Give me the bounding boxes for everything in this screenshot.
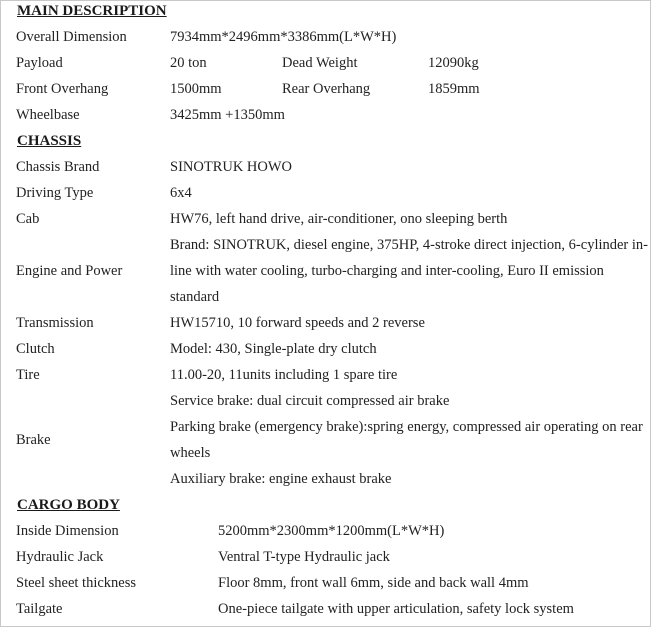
value-wheelbase: 3425mm +1350mm <box>170 107 285 123</box>
value-driving-type: 6x4 <box>170 185 192 201</box>
label-overall-dimension: Overall Dimension <box>16 29 127 45</box>
value-brake-parking-line-1: Parking brake (emergency brake):spring energy, compressed air operating on rear <box>170 419 643 435</box>
label-wheelbase: Wheelbase <box>16 107 80 123</box>
section-title-chassis: CHASSIS <box>17 133 82 149</box>
value-hydraulic-jack: Ventral T-type Hydraulic jack <box>218 549 390 565</box>
label-brake: Brake <box>16 432 51 448</box>
label-engine: Engine and Power <box>16 263 123 279</box>
value-tailgate: One-piece tailgate with upper articulation, safety lock system <box>218 601 574 617</box>
section-title-main: MAIN DESCRIPTION <box>17 3 167 19</box>
value-engine-line-2: line with water cooling, turbo-charging and inter-cooling, Euro II emission <box>170 263 604 279</box>
value-dead-weight: 12090kg <box>428 55 479 71</box>
value-rear-overhang: 1859mm <box>428 81 480 97</box>
value-cab: HW76, left hand drive, air-conditioner, ono sleeping berth <box>170 211 508 227</box>
value-engine-line-3: standard <box>170 289 220 305</box>
label-inside-dimension: Inside Dimension <box>16 523 119 539</box>
value-payload: 20 ton <box>170 55 207 71</box>
value-chassis-brand: SINOTRUK HOWO <box>170 159 293 175</box>
value-steel-sheet: Floor 8mm, front wall 6mm, side and back wall 4mm <box>218 575 529 591</box>
label-rear-overhang: Rear Overhang <box>282 81 371 97</box>
label-clutch: Clutch <box>16 341 55 357</box>
value-engine-line-1: Brand: SINOTRUK, diesel engine, 375HP, 4-stroke direct injection, 6-cylinder in- <box>170 237 648 253</box>
label-hydraulic-jack: Hydraulic Jack <box>16 549 104 565</box>
label-driving-type: Driving Type <box>16 185 94 201</box>
label-chassis-brand: Chassis Brand <box>16 159 100 175</box>
label-steel-sheet: Steel sheet thickness <box>16 575 137 591</box>
label-cab: Cab <box>16 211 40 227</box>
label-transmission: Transmission <box>16 315 94 331</box>
value-tire: 11.00-20, 11units including 1 spare tire <box>170 367 398 383</box>
value-transmission: HW15710, 10 forward speeds and 2 reverse <box>170 315 425 331</box>
value-overall-dimension: 7934mm*2496mm*3386mm(L*W*H) <box>170 29 397 45</box>
value-brake-auxiliary: Auxiliary brake: engine exhaust brake <box>170 471 392 487</box>
label-tailgate: Tailgate <box>16 601 63 617</box>
value-brake-service: Service brake: dual circuit compressed air brake <box>170 393 450 409</box>
section-title-cargo: CARGO BODY <box>17 497 120 513</box>
value-front-overhang: 1500mm <box>170 81 222 97</box>
label-front-overhang: Front Overhang <box>16 81 109 97</box>
value-brake-parking-line-2: wheels <box>170 445 211 461</box>
value-inside-dimension: 5200mm*2300mm*1200mm(L*W*H) <box>218 523 445 539</box>
label-dead-weight: Dead Weight <box>282 55 358 71</box>
label-tire: Tire <box>16 367 40 383</box>
label-payload: Payload <box>16 55 63 71</box>
value-clutch: Model: 430, Single-plate dry clutch <box>170 341 377 357</box>
